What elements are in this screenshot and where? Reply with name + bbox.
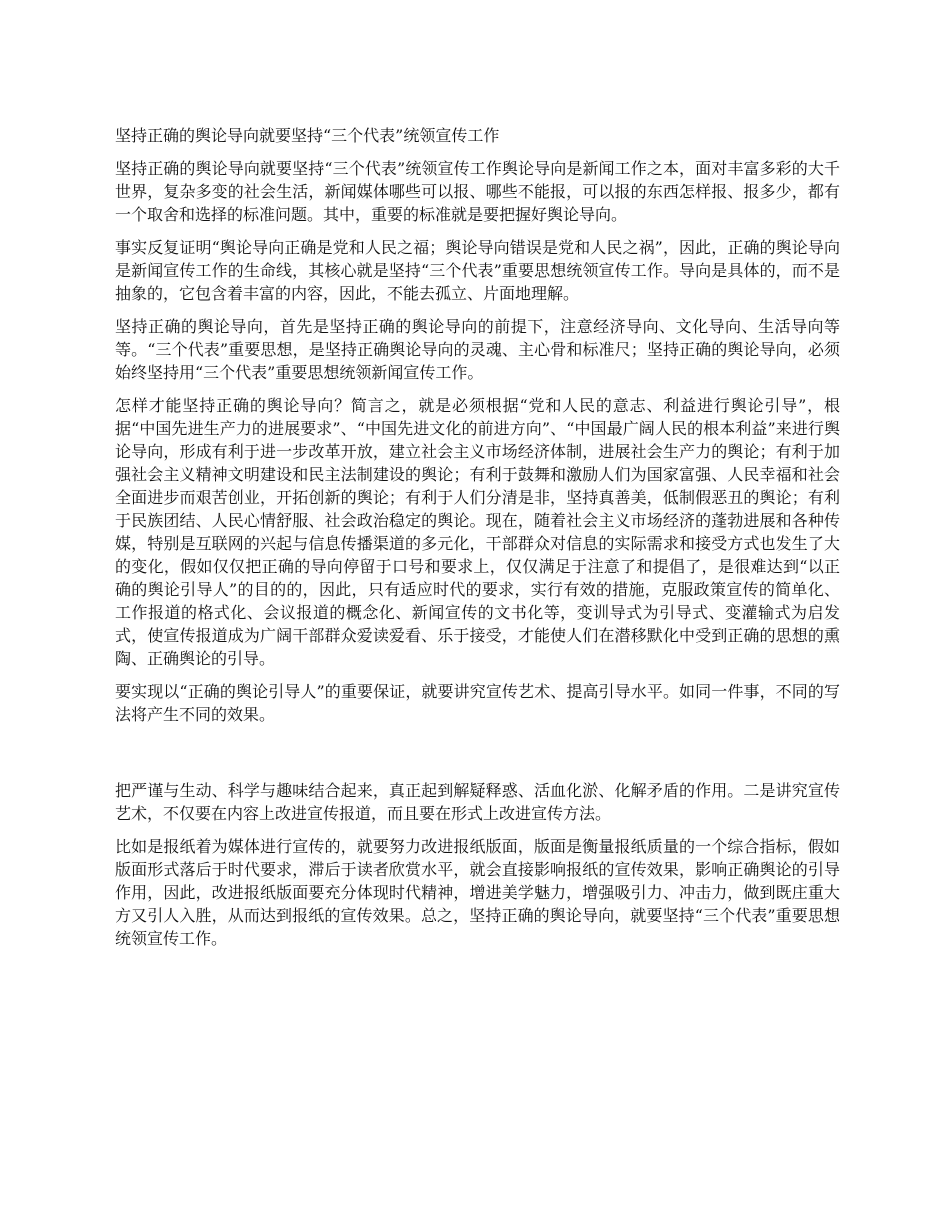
section-gap [115, 736, 840, 779]
paragraph-6: 把严谨与生动、科学与趣味结合起来，真正起到解疑释惑、活血化淤、化解矛盾的作用。二是讲究宣传艺术，不仅要在内容上改进宣传报道，而且要在形式上改进宣传方法。 [115, 781, 840, 823]
document-page [115, 124, 840, 960]
paragraph-1: 坚持正确的舆论导向就要坚持“三个代表”统领宣传工作舆论导向是新闻工作之本，面对丰富多彩的大千世界，复杂多变的社会生活，新闻媒体哪些可以报、哪些不能报，可以报的东西怎样报、报多少，都有一个取舍和选择的标准问题。其中，重要的标准就是要把握好舆论导向。 [115, 159, 840, 224]
paragraph-5: 要实现以“正确的舆论引导人”的重要保证，就要讲究宣传艺术、提高引导水平。如同一件事，不同的写法将产生不同的效果。 [115, 682, 840, 724]
document-title: 坚持正确的舆论导向就要坚持“三个代表”统领宣传工作 [115, 126, 500, 145]
paragraph-2: 事实反复证明“舆论导向正确是党和人民之福；舆论导向错误是党和人民之祸”，因此，正确的舆论导向是新闻宣传工作的生命线，其核心就是坚持“三个代表”重要思想统领宣传工作。导向是具体的，而不是抽象的，它包含着丰富的内容，因此，不能去孤立、片面地理解。 [115, 238, 840, 303]
paragraph-3: 坚持正确的舆论导向，首先是坚持正确的舆论导向的前提下，注意经济导向、文化导向、生活导向等等。“三个代表”重要思想，是坚持正确舆论导向的灵魂、主心骨和标准尺；坚持正确的舆论导向，必须始终坚持用“三个代表”重要思想统领新闻宣传工作。 [115, 317, 840, 382]
paragraph-7: 比如是报纸着为媒体进行宣传的，就要努力改进报纸版面，版面是衡量报纸质量的一个综合指标，假如版面形式落后于时代要求，滞后于读者欣赏水平，就会直接影响报纸的宣传效果，影响正确舆论的引导作用，因此，改进报纸版面要充分体现时代精神，增进美学魅力，增强吸引力、冲击力，做到既庄重大方又引人入胜，从而达到报纸的宣传效果。总之，坚持正确的舆论导向，就要坚持“三个代表”重要思想统领宣传工作。 [115, 837, 840, 948]
paragraph-4: 怎样才能坚持正确的舆论导向？简言之，就是必须根据“党和人民的意志、利益进行舆论引导”，根据“中国先进生产力的进展要求”、“中国先进文化的前进方向”、“中国最广阔人民的根本利益”来进行舆论导向，形成有利于进一步改革开放，建立社会主义市场经济体制，进展社会生产力的舆论；有利于加强社会主义精神文明建设和民主法制建设的舆论；有利于鼓舞和激励人们为国家富强、人民幸福和社会全面进步而艰苦创业，开拓创新的舆论；有利于人们分清是非，坚持真善美，低制假恶丑的舆论；有利于民族团结、人民心情舒服、社会政治稳定的舆论。现在，随着社会主义市场经济的蓬勃进展和各种传媒，特别是互联网的兴起与信息传播渠道的多元化，干部群众对信息的实际需求和接受方式也发生了大的变化，假如仅仅把正确的导向停留于口号和要求上，仅仅满足于注意了和提倡了，是很难达到“以正确的舆论引导人”的目的的，因此，只有适应时代的要求，实行有效的措施，克服政策宣传的简单化、工作报道的格式化、会议报道的概念化、新闻宣传的文书化等，变训导式为引导式、变灌输式为启发式，使宣传报道成为广阔干部群众爱读爱看、乐于接受，才能使人们在潜移默化中受到正确的思想的熏陶、正确舆论的引导。 [115, 396, 840, 668]
